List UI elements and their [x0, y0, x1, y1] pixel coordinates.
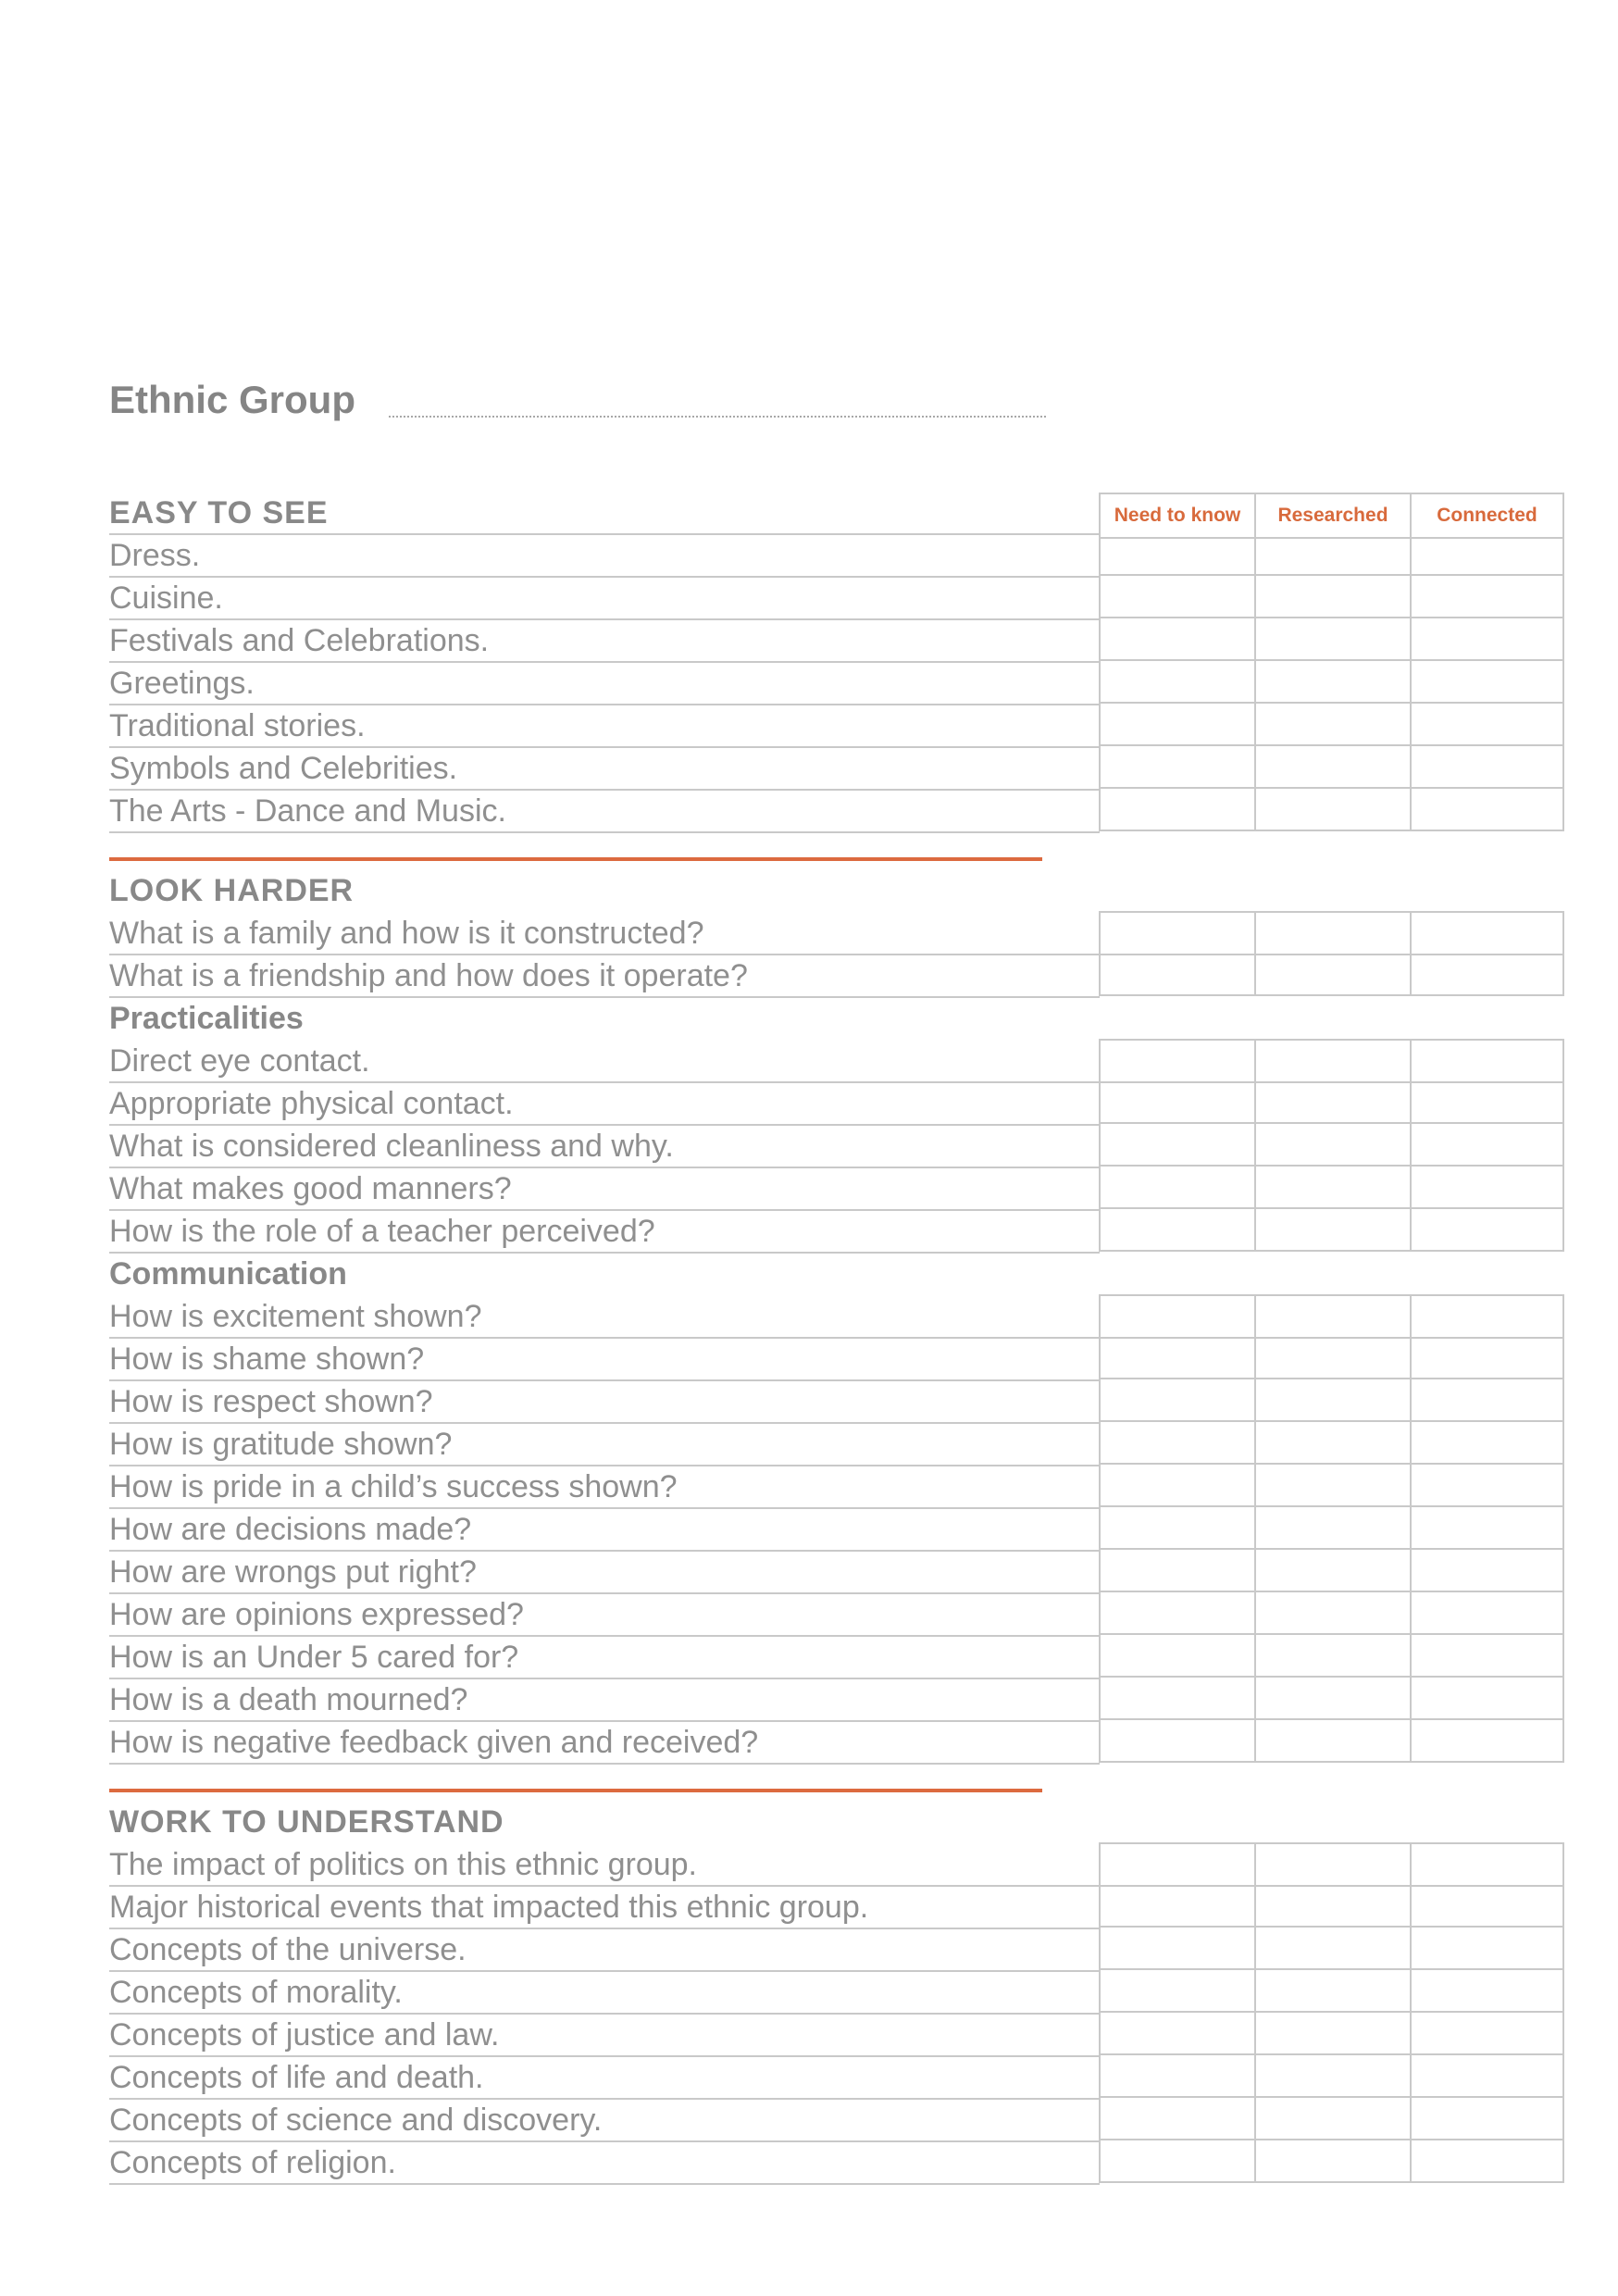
cell-researched[interactable]	[1254, 1678, 1410, 1720]
cell-connected[interactable]	[1410, 1167, 1564, 1209]
cell-connected[interactable]	[1410, 1970, 1564, 2013]
cell-need-to-know[interactable]	[1099, 1970, 1254, 2013]
checklist-row	[109, 2057, 1564, 2100]
cell-researched[interactable]	[1254, 1379, 1410, 1422]
cell-researched[interactable]	[1254, 1844, 1410, 1887]
section-heading-look-harder	[109, 870, 1564, 913]
cell-connected[interactable]	[1410, 1422, 1564, 1465]
section-title: EASY TO SEE	[109, 495, 329, 530]
checkbox-cells	[1099, 954, 1564, 996]
column-header-connected: Connected	[1410, 494, 1564, 539]
checkbox-cells	[1099, 746, 1564, 789]
cell-need-to-know[interactable]	[1099, 1885, 1254, 1928]
work-to-understand-rows	[109, 1844, 1564, 2185]
section-title: WORK TO UNDERSTAND	[109, 1804, 504, 1840]
checklist-row	[109, 1552, 1564, 1594]
cell-researched[interactable]	[1254, 1422, 1410, 1465]
item-label: Concepts of religion.	[109, 2145, 396, 2180]
checkbox-cells	[1099, 1507, 1564, 1550]
cell-researched[interactable]	[1254, 789, 1410, 831]
cell-researched[interactable]	[1254, 1635, 1410, 1678]
checklist-row	[109, 1637, 1564, 1679]
section-title: LOOK HARDER	[109, 873, 355, 908]
checkbox-cells	[1099, 2140, 1564, 2183]
cell-connected[interactable]	[1410, 1507, 1564, 1550]
cell-researched[interactable]	[1254, 2098, 1410, 2140]
item-label: Festivals and Celebrations.	[109, 623, 490, 658]
cell-need-to-know[interactable]	[1099, 576, 1254, 618]
checkbox-cells	[1099, 1465, 1564, 1507]
checkbox-cells	[1099, 533, 1564, 576]
checklist-row	[109, 663, 1564, 705]
cell-researched[interactable]	[1254, 1296, 1410, 1339]
item-label: How is a death mourned?	[109, 1682, 468, 1717]
cell-connected[interactable]	[1410, 789, 1564, 831]
checkbox-cells	[1099, 1970, 1564, 2013]
checklist-row	[109, 1211, 1564, 1254]
item-label: Greetings.	[109, 666, 255, 701]
checklist-row	[109, 2142, 1564, 2185]
cell-connected[interactable]	[1410, 1209, 1564, 1252]
column-header-researched: Researched	[1254, 494, 1410, 539]
look-harder-rows	[109, 913, 1564, 998]
item-label: What is a family and how is it constructed?	[109, 916, 704, 951]
item-label: Symbols and Celebrities.	[109, 751, 458, 786]
cell-researched[interactable]	[1254, 576, 1410, 618]
cell-need-to-know[interactable]	[1099, 1209, 1254, 1252]
checklist-row	[109, 1466, 1564, 1509]
checklist-row	[109, 1929, 1564, 1972]
checklist-row	[109, 1594, 1564, 1637]
item-label: How is gratitude shown?	[109, 1427, 453, 1462]
checklist-row	[109, 578, 1564, 620]
cell-need-to-know[interactable]	[1099, 746, 1254, 789]
column-headers	[1099, 493, 1564, 535]
cell-need-to-know[interactable]	[1099, 2098, 1254, 2140]
cell-researched[interactable]	[1254, 533, 1410, 576]
item-label: How are decisions made?	[109, 1512, 472, 1547]
cell-connected[interactable]	[1410, 1885, 1564, 1928]
checkbox-cells	[1099, 1422, 1564, 1465]
section-heading-work-to-understand	[109, 1802, 1564, 1844]
checklist-row	[109, 1083, 1564, 1126]
cell-need-to-know[interactable]	[1099, 533, 1254, 576]
item-label: Traditional stories.	[109, 708, 366, 743]
checklist-row	[109, 1424, 1564, 1466]
cell-connected[interactable]	[1410, 1337, 1564, 1379]
cell-researched[interactable]	[1254, 1592, 1410, 1635]
cell-researched[interactable]	[1254, 1720, 1410, 1763]
easy-to-see-rows	[109, 535, 1564, 833]
checklist-row	[109, 1722, 1564, 1765]
checklist-row	[109, 1339, 1564, 1381]
checkbox-cells	[1099, 1337, 1564, 1379]
cell-connected[interactable]	[1410, 2098, 1564, 2140]
cell-researched[interactable]	[1254, 1124, 1410, 1167]
item-label: Concepts of justice and law.	[109, 2017, 500, 2053]
cell-connected[interactable]	[1410, 2013, 1564, 2055]
item-label: Concepts of morality.	[109, 1975, 403, 2010]
cell-connected[interactable]	[1410, 1678, 1564, 1720]
checkbox-cells	[1099, 1081, 1564, 1124]
checklist-row	[109, 535, 1564, 578]
cell-connected[interactable]	[1410, 1592, 1564, 1635]
cell-connected[interactable]	[1410, 1465, 1564, 1507]
checklist-row	[109, 913, 1564, 955]
checkbox-cells	[1099, 661, 1564, 704]
cell-need-to-know[interactable]	[1099, 1422, 1254, 1465]
cell-need-to-know[interactable]	[1099, 1337, 1254, 1379]
item-label: How is respect shown?	[109, 1384, 433, 1419]
checkbox-cells	[1099, 1842, 1564, 1887]
cell-connected[interactable]	[1410, 913, 1564, 955]
cell-need-to-know[interactable]	[1099, 2013, 1254, 2055]
cell-need-to-know[interactable]	[1099, 1081, 1254, 1124]
checkbox-cells	[1099, 2055, 1564, 2098]
item-label: What is a friendship and how does it operate?	[109, 958, 748, 993]
cell-need-to-know[interactable]	[1099, 1507, 1254, 1550]
checklist	[109, 493, 1564, 2185]
cell-connected[interactable]	[1410, 1720, 1564, 1763]
cell-researched[interactable]	[1254, 1885, 1410, 1928]
item-label: Concepts of science and discovery.	[109, 2103, 603, 2138]
item-label: How is negative feedback given and received?	[109, 1725, 759, 1760]
cell-researched[interactable]	[1254, 1081, 1410, 1124]
cell-need-to-know[interactable]	[1099, 661, 1254, 704]
checkbox-cells	[1099, 704, 1564, 746]
cell-connected[interactable]	[1410, 2055, 1564, 2098]
cell-connected[interactable]	[1410, 1124, 1564, 1167]
checklist-row	[109, 705, 1564, 748]
item-label: Cuisine.	[109, 580, 223, 616]
cell-researched[interactable]	[1254, 618, 1410, 661]
checkbox-cells	[1099, 1039, 1564, 1083]
cell-need-to-know[interactable]	[1099, 704, 1254, 746]
item-label: Appropriate physical contact.	[109, 1086, 514, 1121]
cell-researched[interactable]	[1254, 661, 1410, 704]
checkbox-cells	[1099, 1678, 1564, 1720]
cell-researched[interactable]	[1254, 1041, 1410, 1083]
checkbox-cells	[1099, 576, 1564, 618]
cell-connected[interactable]	[1410, 1379, 1564, 1422]
cell-need-to-know[interactable]	[1099, 1720, 1254, 1763]
item-label: How are opinions expressed?	[109, 1597, 524, 1632]
section-heading-easy-to-see	[109, 493, 1564, 535]
checklist-row	[109, 1679, 1564, 1722]
checkbox-cells	[1099, 1635, 1564, 1678]
cell-researched[interactable]	[1254, 1167, 1410, 1209]
cell-researched[interactable]	[1254, 1465, 1410, 1507]
item-label: How is excitement shown?	[109, 1299, 482, 1334]
checkbox-cells	[1099, 1167, 1564, 1209]
item-label: How is the role of a teacher perceived?	[109, 1214, 655, 1249]
checkbox-cells	[1099, 1294, 1564, 1339]
checkbox-cells	[1099, 2098, 1564, 2140]
cell-researched[interactable]	[1254, 954, 1410, 996]
cell-connected[interactable]	[1410, 746, 1564, 789]
cell-need-to-know[interactable]	[1099, 2055, 1254, 2098]
checklist-row	[109, 620, 1564, 663]
cell-need-to-know[interactable]	[1099, 1928, 1254, 1970]
checklist-row	[109, 1296, 1564, 1339]
checklist-row	[109, 2015, 1564, 2057]
item-label: The Arts - Dance and Music.	[109, 793, 506, 829]
cell-need-to-know[interactable]	[1099, 1379, 1254, 1422]
subsection-title: Practicalities	[109, 1001, 304, 1036]
cell-researched[interactable]	[1254, 913, 1410, 955]
cell-need-to-know[interactable]	[1099, 1592, 1254, 1635]
checkbox-cells	[1099, 2013, 1564, 2055]
checklist-row	[109, 2100, 1564, 2142]
item-label: The impact of politics on this ethnic group.	[109, 1847, 697, 1882]
subsection-heading-communication	[109, 1254, 1564, 1296]
cell-need-to-know[interactable]	[1099, 1167, 1254, 1209]
practicalities-rows	[109, 1041, 1564, 1254]
cell-researched[interactable]	[1254, 1928, 1410, 1970]
checklist-row	[109, 1126, 1564, 1168]
checklist-row	[109, 1844, 1564, 1887]
checkbox-cells	[1099, 1885, 1564, 1928]
checkbox-cells	[1099, 789, 1564, 831]
checkbox-cells	[1099, 1592, 1564, 1635]
cell-need-to-know[interactable]	[1099, 954, 1254, 996]
cell-need-to-know[interactable]	[1099, 1844, 1254, 1887]
cell-researched[interactable]	[1254, 1550, 1410, 1592]
checkbox-cells	[1099, 1124, 1564, 1167]
checklist-row	[109, 1972, 1564, 2015]
cell-connected[interactable]	[1410, 1635, 1564, 1678]
cell-need-to-know[interactable]	[1099, 618, 1254, 661]
cell-need-to-know[interactable]	[1099, 1124, 1254, 1167]
cell-connected[interactable]	[1410, 704, 1564, 746]
row-rule	[109, 2183, 1100, 2185]
item-label: Major historical events that impacted this ethnic group.	[109, 1890, 869, 1925]
cell-researched[interactable]	[1254, 2055, 1410, 2098]
checkbox-cells	[1099, 1379, 1564, 1422]
cell-connected[interactable]	[1410, 1550, 1564, 1592]
cell-connected[interactable]	[1410, 618, 1564, 661]
checkbox-cells	[1099, 1720, 1564, 1763]
item-label: Concepts of the universe.	[109, 1932, 467, 1967]
item-label: How is pride in a child’s success shown?	[109, 1469, 678, 1504]
page-title: Ethnic Group	[109, 378, 355, 421]
checkbox-cells	[1099, 1928, 1564, 1970]
cell-researched[interactable]	[1254, 1209, 1410, 1252]
checklist-row	[109, 1509, 1564, 1552]
checklist-row	[109, 1887, 1564, 1929]
cell-connected[interactable]	[1410, 2140, 1564, 2183]
checklist-row	[109, 1381, 1564, 1424]
cell-need-to-know[interactable]	[1099, 1635, 1254, 1678]
cell-connected[interactable]	[1410, 1928, 1564, 1970]
cell-connected[interactable]	[1410, 661, 1564, 704]
cell-researched[interactable]	[1254, 1337, 1410, 1379]
cell-need-to-know[interactable]	[1099, 1041, 1254, 1083]
item-label: What is considered cleanliness and why.	[109, 1129, 674, 1164]
item-label: Dress.	[109, 538, 201, 573]
item-label: How are wrongs put right?	[109, 1554, 477, 1590]
cell-researched[interactable]	[1254, 746, 1410, 789]
subsection-heading-practicalities	[109, 998, 1564, 1041]
cell-need-to-know[interactable]	[1099, 1296, 1254, 1339]
item-label: How is an Under 5 cared for?	[109, 1640, 519, 1675]
cell-need-to-know[interactable]	[1099, 1678, 1254, 1720]
checklist-row	[109, 748, 1564, 791]
checkbox-cells	[1099, 1550, 1564, 1592]
cell-connected[interactable]	[1410, 576, 1564, 618]
checkbox-cells	[1099, 911, 1564, 955]
cell-need-to-know[interactable]	[1099, 789, 1254, 831]
communication-rows	[109, 1296, 1564, 1765]
item-label: How is shame shown?	[109, 1341, 425, 1377]
cell-researched[interactable]	[1254, 2140, 1410, 2183]
cell-researched[interactable]	[1254, 704, 1410, 746]
checklist-row	[109, 1041, 1564, 1083]
cell-connected[interactable]	[1410, 1296, 1564, 1339]
checkbox-cells	[1099, 1209, 1564, 1252]
checklist-row	[109, 955, 1564, 998]
cell-connected[interactable]	[1410, 1081, 1564, 1124]
column-header-need-to-know: Need to know	[1099, 494, 1254, 539]
ethnic-group-entry-line[interactable]	[389, 416, 1046, 418]
section-divider	[109, 1765, 1564, 1802]
checkbox-cells	[1099, 618, 1564, 661]
cell-need-to-know[interactable]	[1099, 913, 1254, 955]
cell-need-to-know[interactable]	[1099, 2140, 1254, 2183]
cell-researched[interactable]	[1254, 2013, 1410, 2055]
cell-need-to-know[interactable]	[1099, 1465, 1254, 1507]
subsection-title: Communication	[109, 1256, 347, 1292]
cell-need-to-know[interactable]	[1099, 1550, 1254, 1592]
cell-connected[interactable]	[1410, 954, 1564, 996]
item-label: Direct eye contact.	[109, 1043, 370, 1079]
checklist-row	[109, 1168, 1564, 1211]
section-divider	[109, 833, 1564, 870]
item-label: What makes good manners?	[109, 1171, 512, 1206]
cell-connected[interactable]	[1410, 1844, 1564, 1887]
cell-connected[interactable]	[1410, 1041, 1564, 1083]
checklist-row	[109, 791, 1564, 833]
cell-researched[interactable]	[1254, 1970, 1410, 2013]
cell-researched[interactable]	[1254, 1507, 1410, 1550]
item-label: Concepts of life and death.	[109, 2060, 484, 2095]
cell-connected[interactable]	[1410, 533, 1564, 576]
